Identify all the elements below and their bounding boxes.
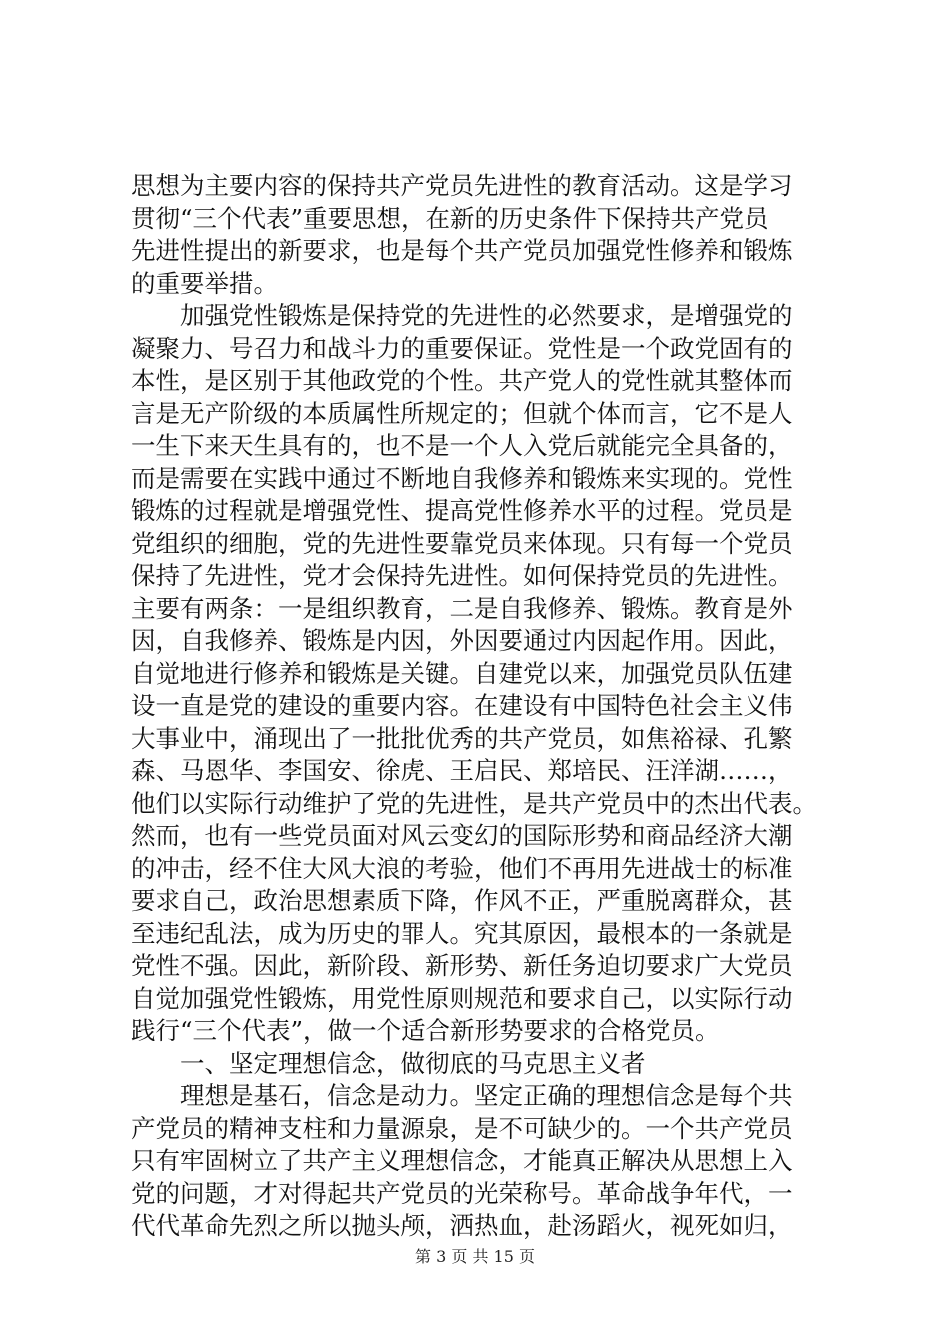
text-line: 理想是基石，信念是动力。坚定正确的理想信念是每个共 [131,1081,793,1110]
text-line: 思想为主要内容的保持共产党员先进性的教育活动。这是学习 [131,171,793,200]
text-line: 森、马恩华、李国安、徐虎、王启民、郑培民、汪洋湖……， [131,756,793,785]
text-line: 自觉加强党性锻炼，用党性原则规范和要求自己，以实际行动 [131,983,793,1013]
text-line: 大事业中，涌现出了一批批优秀的共产党员，如焦裕禄、孔繁 [131,723,793,753]
text-line: 贯彻“三个代表”重要思想，在新的历史条件下保持共产党员 [131,203,769,233]
text-line: 党性不强。因此，新阶段、新形势、新任务迫切要求广大党员 [131,951,793,980]
text-line: 因，自我修养、锻炼是内因，外因要通过内因起作用。因此， [131,626,793,655]
text-line: 党的问题，才对得起共产党员的光荣称号。革命战争年代，一 [131,1178,793,1208]
text-line: 一生下来天生具有的，也不是一个人入党后就能完全具备的， [131,431,793,460]
text-line: 先进性提出的新要求，也是每个共产党员加强党性修养和锻炼 [131,236,793,265]
text-line: 的冲击，经不住大风大浪的考验，他们不再用先进战士的标准 [131,853,793,883]
text-line: 践行“三个代表”，做一个适合新形势要求的合格党员。 [131,1016,720,1045]
text-line: 要求自己，政治思想素质下降，作风不正，严重脱离群众，甚 [131,886,793,915]
text-line: 言是无产阶级的本质属性所规定的；但就个体而言，它不是人 [131,398,793,428]
text-line: 设一直是党的建设的重要内容。在建设有中国特色社会主义伟 [131,691,793,720]
text-line: 至违纪乱法，成为历史的罪人。究其原因，最根本的一条就是 [131,918,793,948]
text-line: 代代革命先烈之所以抛头颅，洒热血，赴汤蹈火，视死如归， [131,1211,793,1240]
text-line: 保持了先进性，党才会保持先进性。如何保持党员的先进性。 [131,561,793,590]
text-line: 党组织的细胞，党的先进性要靠党员来体现。只有每一个党员 [131,528,793,558]
text-line: 锻炼的过程就是增强党性、提高党性修养水平的过程。党员是 [131,496,793,525]
text-line: 产党员的精神支柱和力量源泉，是不可缺少的。一个共产党员 [131,1113,793,1143]
text-line: 本性，是区别于其他政党的个性。共产党人的党性就其整体而 [131,366,793,395]
text-line: 然而，也有一些党员面对风云变幻的国际形势和商品经济大潮 [131,821,793,850]
text-line: 只有牢固树立了共产主义理想信念，才能真正解决从思想上入 [131,1146,793,1175]
section-heading: 一、坚定理想信念，做彻底的马克思主义者 [131,1048,646,1078]
text-line: 凝聚力、号召力和战斗力的重要保证。党性是一个政党固有的 [131,333,793,363]
text-line: 主要有两条：一是组织教育，二是自我修养、锻炼。教育是外 [131,593,793,623]
document-body [131,170,831,1243]
text-line: 自觉地进行修养和锻炼是关键。自建党以来，加强党员队伍建 [131,658,793,688]
page-number-footer: 第 3 页 共 15 页 [415,1247,535,1266]
text-line: 加强党性锻炼是保持党的先进性的必然要求，是增强党的 [131,301,793,330]
text-line: 他们以实际行动维护了党的先进性，是共产党员中的杰出代表。 [131,788,817,818]
text-line: 而是需要在实践中通过不断地自我修养和锻炼来实现的。党性 [131,463,793,493]
text-line: 的重要举措。 [131,268,278,298]
